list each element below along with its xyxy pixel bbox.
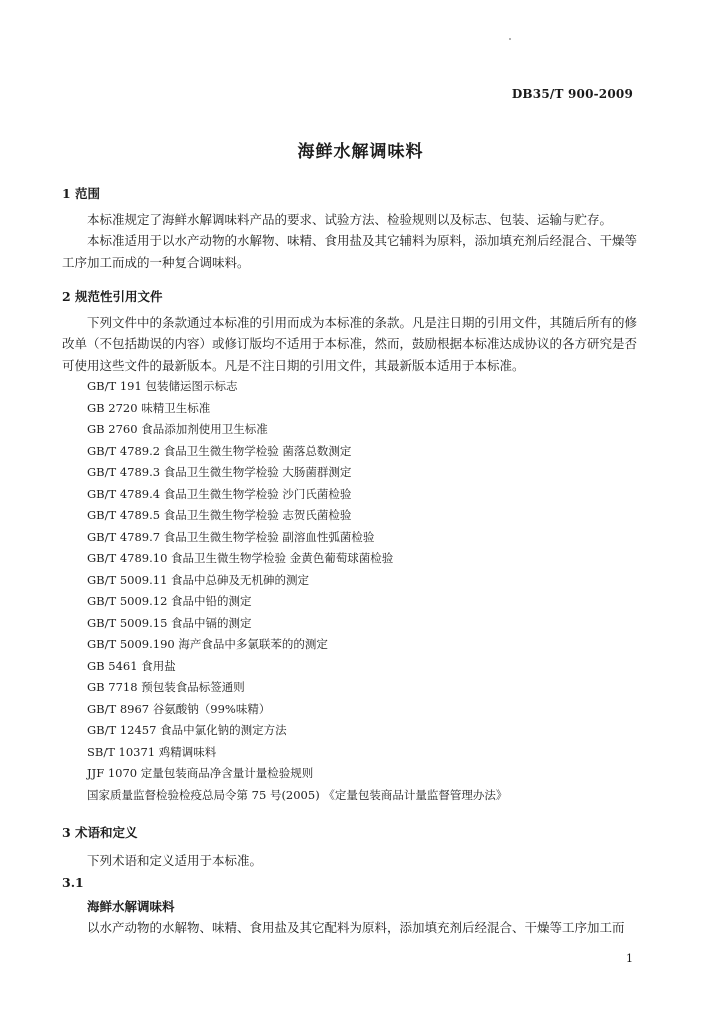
reference-item: GB/T 5009.15 食品中镉的测定 [87,615,252,630]
page-number: 1 [626,952,633,965]
paragraph: 本标准适用于以水产动物的水解物、味精、食用盐及其它辅料为原料，添加填充剂后经混合、干燥等工序加工而成的一种复合调味料。 [62,233,638,270]
reference-item: GB/T 4789.3 食品卫生微生物学检验 大肠菌群测定 [87,465,352,479]
standard-code: DB35/T 900-2009 [511,87,633,101]
reference-item: GB/T 4789.7 食品卫生微生物学检验 副溶血性弧菌检验 [87,529,375,544]
section-normative-references [62,286,637,806]
term-definition: 以水产动物的水解物、味精、食用盐及其它配料为原料，添加填充剂后经混合、干燥等工序加工而 [87,920,625,935]
reference-item: GB/T 5009.11 食品中总砷及无机砷的测定 [87,572,310,587]
scan-speck [509,38,511,40]
reference-item: GB/T 4789.5 食品卫生微生物学检验 志贺氏菌检验 [87,508,352,522]
term-name: 海鲜水解调味料 [87,898,175,914]
section-heading: 3 术语和定义 [62,825,138,840]
reference-item: GB/T 4789.4 食品卫生微生物学检验 沙门氏菌检验 [87,486,352,501]
reference-item: GB 2760 食品添加剂使用卫生标准 [87,422,268,436]
section-scope [62,183,637,273]
reference-item: GB/T 4789.10 食品卫生微生物学检验 金黄色葡萄球菌检验 [87,551,394,565]
reference-item: GB/T 12457 食品中氯化钠的测定方法 [87,723,287,737]
reference-item: GB/T 191 包装储运图示标志 [87,379,238,393]
document-title: 海鲜水解调味料 [297,142,424,162]
reference-item: GB 7718 预包装食品标签通则 [87,680,245,694]
paragraph: 下列术语和定义适用于本标准。 [87,852,263,868]
reference-item: GB 2720 味精卫生标准 [87,400,211,415]
section-heading: 2 规范性引用文件 [62,289,163,304]
section-terms [62,822,637,939]
reference-list [62,376,637,806]
reference-item: GB/T 4789.2 食品卫生微生物学检验 菌落总数测定 [87,443,352,458]
reference-item: JJF 1070 定量包装商品净含量计量检验规则 [87,766,314,780]
section-heading: 1 范围 [62,186,101,201]
reference-item: GB 5461 食用盐 [87,658,176,673]
reference-item: GB/T 5009.12 食品中铅的测定 [87,594,252,608]
paragraph: 本标准规定了海鲜水解调味料产品的要求、试验方法、检验规则以及标志、包装、运输与贮存。 [87,211,613,227]
reference-item: 国家质量监督检验检疫总局令第 75 号(2005) 《定量包装商品计量监督管理办法》 [87,787,508,802]
subsection-number: 3.1 [62,875,84,890]
reference-item: GB/T 5009.190 海产食品中多氯联苯的的测定 [87,637,328,651]
paragraph: 下列文件中的条款通过本标准的引用而成为本标准的条款。凡是注日期的引用文件，其随后所有的修改单（不包括勘误的内容）或修订版均不适用于本标准，然而，鼓励根据本标准达成协议的各方研究是否可使用这些文件的最新版本。凡是不注日期的引用文件，其最新版本适用于本标准。 [62,314,638,373]
reference-item: GB/T 8967 谷氨酸钠（99%味精） [87,701,271,716]
reference-item: SB/T 10371 鸡精调味料 [87,744,217,759]
